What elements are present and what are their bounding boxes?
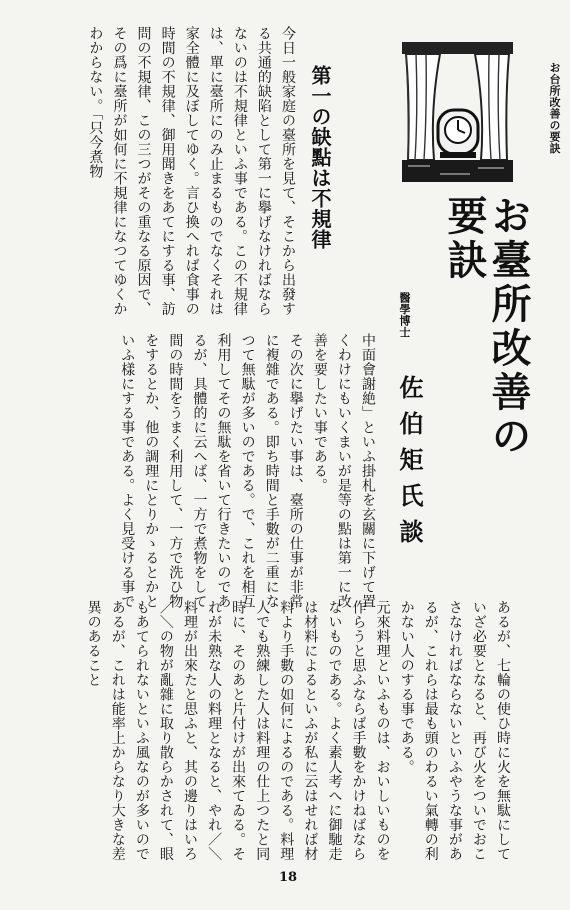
running-head: お台所改善の要訣 [548,62,561,154]
page-title: お臺所改善の要訣 [441,195,532,459]
page-number: 18 [278,870,298,885]
author-name: 佐伯矩氏談 [395,375,424,555]
kitchen-clock-illustration [400,40,515,185]
body-text-middle: 中面會謝絶」といふ掛札を玄關に下げて置くわけにもいくまいが是等の點は第一に改善を要したい事である。 その次に擧げたい事は、臺所の仕事が非常に複雜である。即ち時間と手數が二重になつて無駄が多いのである。で、これを相互利用してその無駄を省いて行きたいのであるが、具體的に云へば、一方で煮物をして間の時間をうまく利用して、一方で洗ひ物をするとか、他の調理にとりかゝるとかといふ樣にする事である。よく見受ける事で [119,333,376,609]
body-text-bottom: あるが、七輪の使ひ時に火を無駄にしていざ必要となると、再び火をついでおこさなければならないといふやうな事があるが、これらは最も頭のわるい氣轉の利かない人のする事である。 元來料理といふものは、おいしいものを作らうと思ふならば手數をかけねばならないものである。よく素人考へに御馳走は材料によるといふが私に云はせれば材料より手數の如何によるのである。料理人でも熟練した人は料理の仕上つたと同時に、そのあと片付けが出來てゐる。それが未熟な人の料理となると、やれ／＼料理が出來たと思ふと、其の邊りはいろ／＼の物が亂雜に取り散らかされて、眼もあてられないといふ風なのが多いのであるが、これは能率上からなり大きな差異のあること [85,600,511,861]
body-text-top: 今日一般家庭の臺所を見て、そこから出發する共通的缺陷として第一に擧げなければならないのは不規律といふ事である。この不規律は、單に臺所にのみ止まるものでなくそれは家全體に及ぼしてゆく。言ひ換へれば食事の時間の不規律、御用聞きをあてにする事、訪問の不規律、この三つがその重なる原因で、その爲に臺所が如何に不規律になつてゆくかわからない。「只今煮物 [87,26,296,316]
clock-curtain-icon [400,40,515,185]
section-heading: 第一の缺點は不規律 [308,65,332,250]
author-role: 醫學博士 [398,292,411,338]
